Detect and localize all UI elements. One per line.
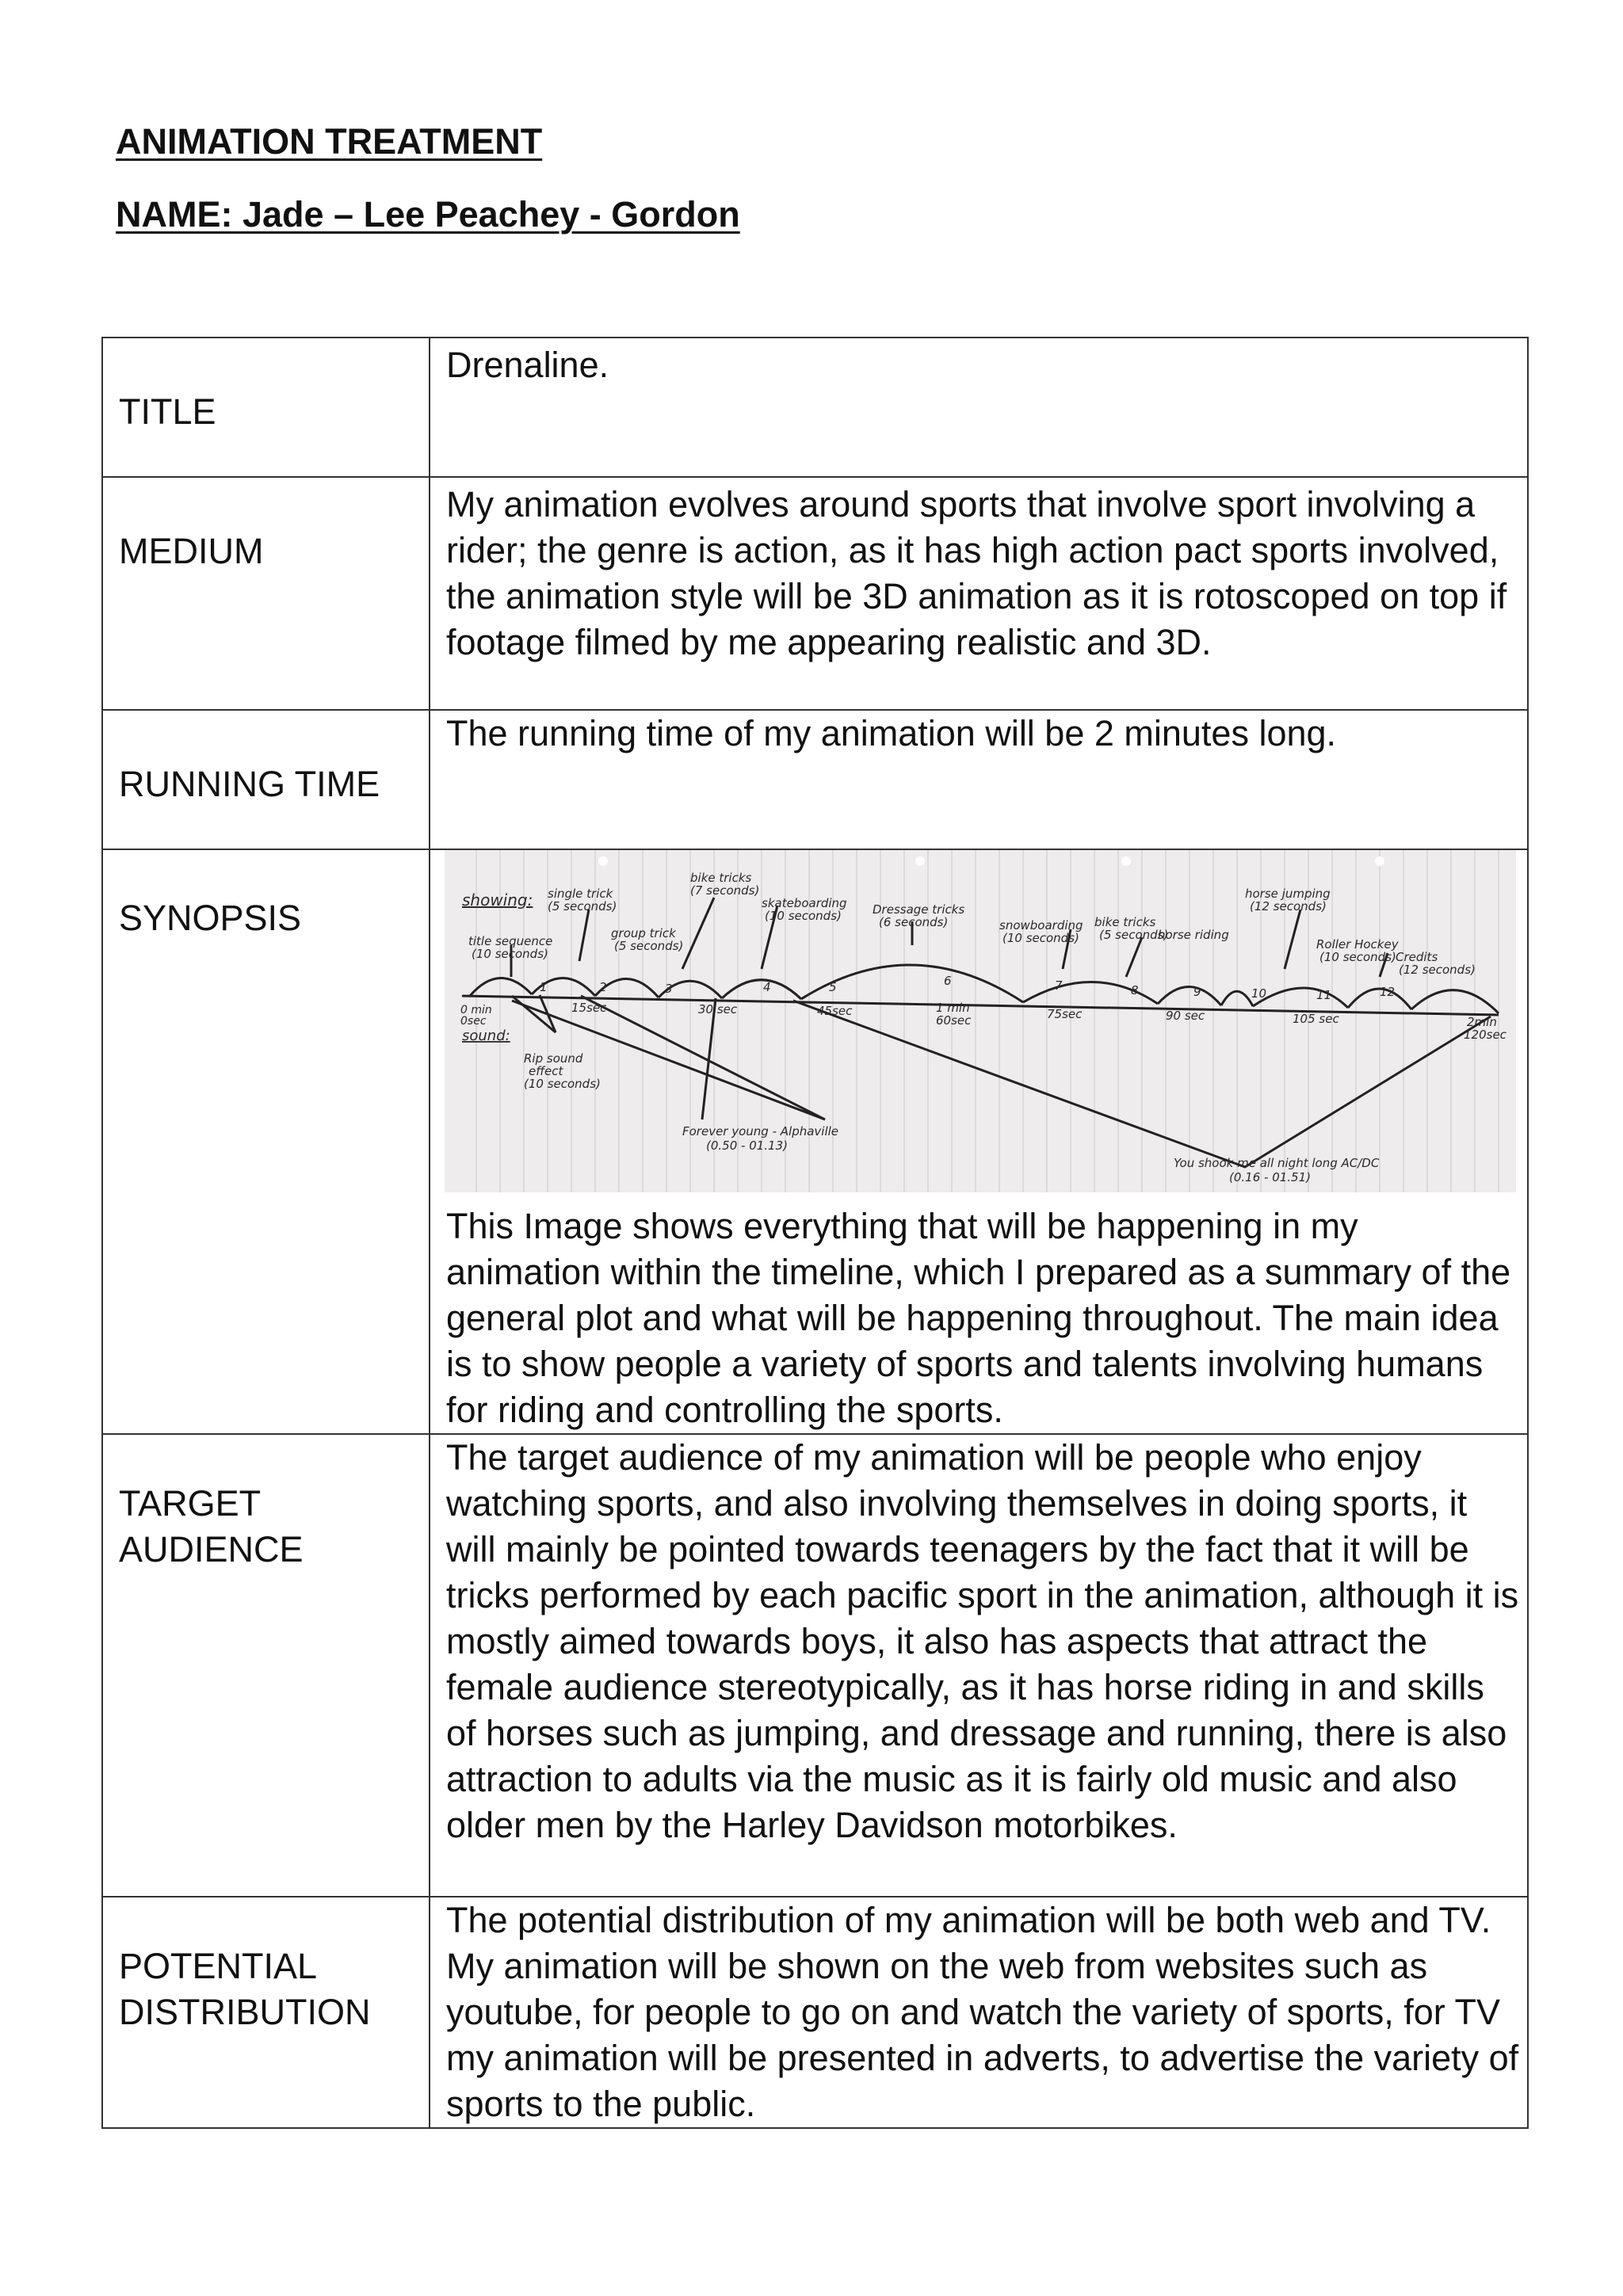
label-text: RUNNING TIME <box>119 764 380 804</box>
row-medium <box>102 477 1528 710</box>
punch-hole <box>598 856 608 866</box>
punch-hole <box>1375 856 1384 866</box>
sketch-label: 5 <box>829 980 837 994</box>
row-label <box>102 477 430 710</box>
sketch-label: (5 seconds) <box>1099 928 1169 942</box>
content-text: This Image shows everything that will be happening in my animation within the timeline, which I prepared as a summary of the general plot and what will be happening throughout. The main idea is to show people a variety of sports and talents involving humans for riding and controlling the sports. <box>446 1206 1511 1430</box>
sketch-label: 8 <box>1131 983 1139 997</box>
sketch-label: 1 min <box>936 1001 970 1015</box>
sketch-label: (10 seconds) <box>524 1077 601 1091</box>
row-title <box>102 338 1528 477</box>
content-text: The target audience of my animation will be people who enjoy watching sports, and also involving themselves in doing sports, it will mainly be pointed towards teenagers by the fact that it will be tricks performed by each pacific sport in the animation, although it is mostly aimed towards boys, it also has aspects that attract the female audience stereotypically, as it has horse riding in and skills of horses such as jumping, and dressage and running, there is also attraction to adults via the music as it is fairly old music and also older men by the Harley Davidson motorbikes. <box>446 1437 1519 1845</box>
sketch-label: single trick <box>548 887 613 901</box>
sketch-label: 0 min <box>460 1004 492 1016</box>
sketch-label: 45sec <box>817 1004 853 1018</box>
sketch-label: 9 <box>1193 985 1201 999</box>
sketch-label: sound: <box>462 1028 510 1044</box>
sketch-label: 30 sec <box>698 1002 738 1016</box>
row-label <box>102 849 430 1434</box>
sketch-label: (5 seconds) <box>548 899 617 913</box>
sketch-label: horse riding <box>1158 928 1229 942</box>
label-text: TARGET AUDIENCE <box>119 1483 304 1569</box>
sketch-label: 90 sec <box>1166 1009 1205 1023</box>
sketch-label: (10 seconds) <box>472 947 548 961</box>
sketch-label: (12 seconds) <box>1399 963 1476 977</box>
sketch-label: 7 <box>1055 978 1063 993</box>
row-label <box>102 710 430 849</box>
row-content <box>430 338 1528 477</box>
sketch-label: 105 sec <box>1293 1012 1339 1026</box>
author-name: NAME: Jade – Lee Peachey - Gordon <box>116 194 740 235</box>
sketch-label: Roller Hockey <box>1316 937 1399 952</box>
sketch-label: snowboarding <box>999 918 1083 933</box>
sketch-label: Forever young - Alphaville <box>682 1124 839 1138</box>
sketch-label: 75sec <box>1047 1007 1083 1021</box>
punch-hole <box>915 856 925 866</box>
sketch-label: effect <box>529 1064 563 1078</box>
sketch-label: skateboarding <box>762 896 847 910</box>
sketch-label: group trick <box>611 926 676 940</box>
sketch-label: 10 <box>1251 986 1267 1001</box>
sketch-label: 11 <box>1316 988 1332 1002</box>
row-potential-distribution <box>102 1897 1528 2128</box>
sketch-label: 60sec <box>936 1013 972 1028</box>
content-text: The potential distribution of my animation will be both web and TV. My animation will be shown on the web from websites such as youtube, for people to go on and watch the variety of sports, for TV my animation will be presented in adverts, to advertise the variety of sports to the public. <box>446 1900 1519 2124</box>
label-text: TITLE <box>119 391 216 432</box>
sketch-annotations <box>460 871 1507 1184</box>
label-text: SYNOPSIS <box>119 898 302 938</box>
sketch-label: title sequence <box>468 934 553 948</box>
row-content <box>430 1897 1528 2128</box>
sketch-label: (10 seconds) <box>1002 931 1079 945</box>
row-content <box>430 477 1528 710</box>
label-text: MEDIUM <box>119 531 264 571</box>
sketch-label: 0sec <box>460 1015 487 1028</box>
sketch-label: 2 <box>599 980 607 994</box>
sketch-label: Credits <box>1396 950 1438 964</box>
timeline-sketch-image <box>445 850 1516 1192</box>
sketch-label: (7 seconds) <box>690 883 760 898</box>
sketch-label: (0.50 - 01.13) <box>706 1138 788 1153</box>
content-text: My animation evolves around sports that involve sport involving a rider; the genre is action, as it has high action pact sports involved, the animation style will be 3D animation as it is rotoscoped on top if footage filmed by me appearing realistic and 3D. <box>446 484 1507 662</box>
row-synopsis <box>102 849 1528 1434</box>
row-label <box>102 1897 430 2128</box>
row-content <box>430 710 1528 849</box>
sketch-label: 4 <box>763 980 771 994</box>
sketch-label: (0.16 - 01.51) <box>1229 1170 1311 1184</box>
sketch-label: 6 <box>944 974 952 988</box>
row-content <box>430 849 1528 1434</box>
row-label <box>102 1434 430 1897</box>
sketch-label: You shook me all night long AC/DC <box>1174 1156 1380 1170</box>
sketch-label: (10 seconds) <box>1319 950 1396 964</box>
sketch-label: 120sec <box>1464 1028 1507 1042</box>
sketch-label: Dressage tricks <box>873 902 965 917</box>
row-content <box>430 1434 1528 1897</box>
sketch-label: 15sec <box>571 1001 607 1015</box>
sketch-label: bike tricks <box>690 871 752 885</box>
content-text: The running time of my animation will be 2 minutes long. <box>446 713 1337 753</box>
sketch-label: Rip sound <box>524 1051 583 1066</box>
sketch-label: 2min <box>1467 1015 1497 1029</box>
sketch-label: showing: <box>462 891 533 910</box>
sketch-label: 3 <box>665 982 673 996</box>
row-label <box>102 338 430 477</box>
row-running-time <box>102 710 1528 849</box>
punch-hole <box>1121 856 1131 866</box>
sketch-label: (6 seconds) <box>879 915 949 929</box>
sketch-label: (5 seconds) <box>614 939 684 953</box>
document-title: ANIMATION TREATMENT <box>116 121 543 162</box>
sketch-label: 12 <box>1380 985 1396 999</box>
content-text: Drenaline. <box>446 345 609 385</box>
label-text: POTENTIAL DISTRIBUTION <box>119 1946 371 2032</box>
sketch-label: bike tricks <box>1094 915 1156 929</box>
sketch-label: 1 <box>540 980 548 994</box>
sketch-label: (12 seconds) <box>1250 899 1327 913</box>
treatment-table <box>101 337 1529 2129</box>
sketch-label: horse jumping <box>1245 887 1331 901</box>
sketch-label: (10 seconds) <box>765 909 842 923</box>
row-target-audience <box>102 1434 1528 1897</box>
